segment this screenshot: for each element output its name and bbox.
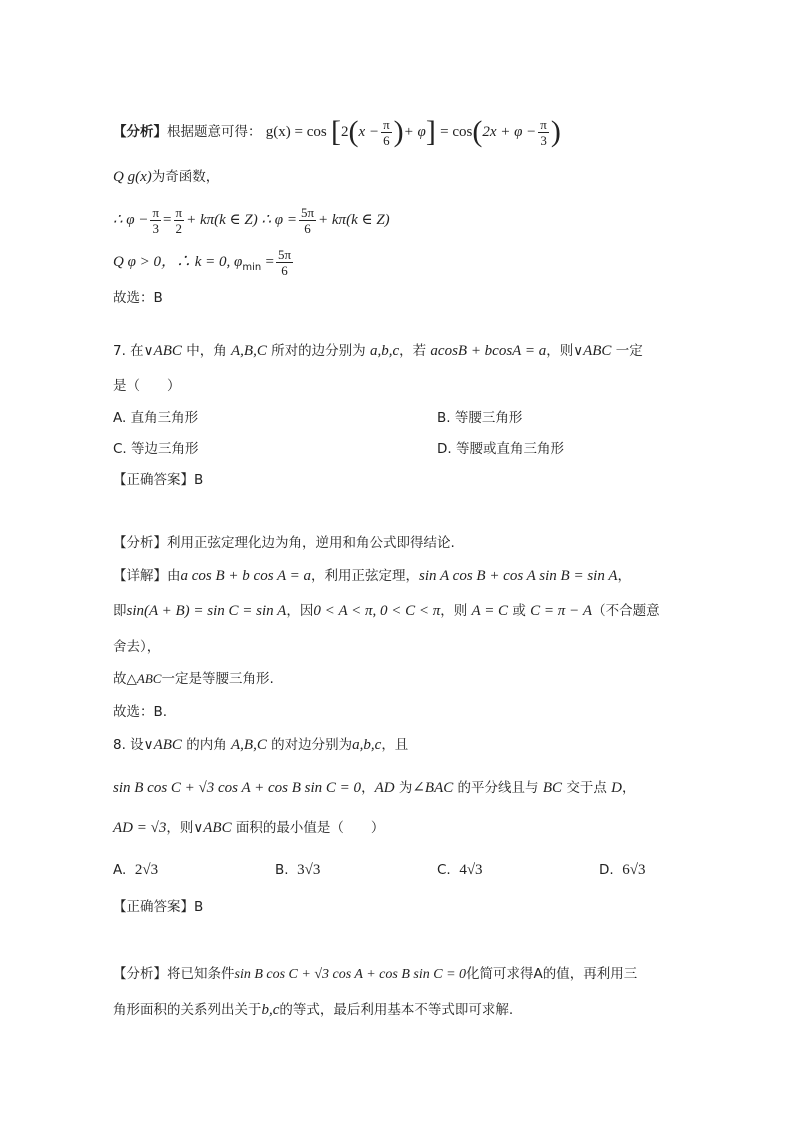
q7-condition: acosB + bcosA = a xyxy=(430,343,547,359)
q8-triangle: ABC xyxy=(203,820,232,836)
q7-detail-expr: a cos B + b cos A = a xyxy=(180,568,312,584)
q7-detail-expr: C = π − A xyxy=(530,603,593,619)
q8-text: ，且 xyxy=(381,737,409,753)
fraction-denominator: 3 xyxy=(540,132,547,148)
q7-detail-expr: sin A cos B + cos A sin B = sin A xyxy=(419,568,618,584)
formula-eq-cos: = cos xyxy=(440,124,473,140)
q8-option-b xyxy=(275,860,320,880)
q8-segment: BC xyxy=(542,780,563,796)
q8-analysis-text: 的等式，最后利用基本不等式即可求解. xyxy=(279,1002,514,1018)
fraction-denominator: 3 xyxy=(152,220,159,236)
q7-detail-line-3: 舍去）， xyxy=(113,639,161,655)
q8-option-d xyxy=(599,860,646,880)
option-label: A. xyxy=(113,862,127,878)
q8-answer: 【正确答案】B xyxy=(113,899,204,915)
q8-text: 的平分线且与 xyxy=(453,780,543,796)
q8-text: ， xyxy=(621,780,636,796)
q8-stem-line-2 xyxy=(113,778,635,798)
q8-text: 交于点 xyxy=(562,780,612,796)
left-paren: ( xyxy=(348,115,359,148)
option-label: C. xyxy=(437,862,451,878)
option-label: D. xyxy=(599,862,614,878)
q7-detail-expr: 0 < A < π, 0 < C < π xyxy=(313,603,441,619)
q7-detail-text: ，因 xyxy=(286,603,314,619)
right-paren: ) xyxy=(393,115,404,148)
q7-option-c: C. 等边三角形 xyxy=(113,441,199,457)
formula-rhs-expr: 2x + φ − xyxy=(482,124,537,140)
q8-text: ， xyxy=(361,780,375,796)
q8-text: 为 xyxy=(394,780,413,796)
q7-option-a: A. 直角三角形 xyxy=(113,410,199,426)
q8-analysis-vars: b,c xyxy=(261,1002,280,1018)
q8-segment: AD xyxy=(374,780,395,796)
fraction-denominator: 2 xyxy=(175,220,183,236)
q7-detail-line-4 xyxy=(113,669,274,689)
q8-text: 8. 设∨ xyxy=(113,737,154,753)
fraction-pi-3b xyxy=(150,205,161,236)
phi-tail-1: + kπ(k ∈ Z) ∴ φ = xyxy=(186,212,297,228)
q7-text: 中，角 xyxy=(181,343,231,359)
q7-text: ，则∨ xyxy=(546,343,584,359)
q7-detail-expr: sin(A + B) = sin C = sin A xyxy=(126,603,287,619)
q7-detail-text: 【详解】由 xyxy=(113,568,181,584)
analysis-formula-line xyxy=(113,112,561,152)
q7-analysis: 【分析】利用正弦定理化边为角，逆用和角公式即得结论. xyxy=(113,535,455,551)
phi-min-eq: = xyxy=(265,254,274,270)
option-value: 6√3 xyxy=(622,862,646,878)
q8-analysis-line-2 xyxy=(113,1000,513,1020)
q8-text: 面积的最小值是（ ） xyxy=(231,820,385,836)
q7-detail-text: ，利用正弦定理， xyxy=(311,568,420,584)
odd-function-prefix: Q g(x) xyxy=(113,169,152,185)
q8-stem-line-1 xyxy=(113,735,408,755)
option-value: 4√3 xyxy=(459,862,483,878)
left-bracket: [ xyxy=(331,115,342,148)
q7-option-d: D. 等腰或直角三角形 xyxy=(437,441,564,457)
q8-option-c xyxy=(437,860,483,880)
q7-detail-text: 或 xyxy=(508,603,531,619)
q8-sides: a,b,c xyxy=(352,737,382,753)
phi-min-sub: min xyxy=(242,262,262,273)
q7-stem-line-2: 是（ ） xyxy=(113,378,181,394)
odd-function-line xyxy=(113,167,219,187)
fraction-numerator: π xyxy=(175,204,183,220)
q7-angles: A,B,C xyxy=(231,343,267,359)
q8-condition: sin B cos C + √3 cos A + cos B sin C = 0 xyxy=(113,780,362,796)
q7-text: 7. 在∨ xyxy=(113,343,154,359)
fraction-5pi-6b xyxy=(276,247,293,278)
q8-analysis-text: 化简可求得A的值，再利用三 xyxy=(466,966,638,982)
fraction-denominator: 6 xyxy=(281,262,288,278)
formula-inner-x: x − xyxy=(358,124,380,140)
q8-analysis-text: 【分析】将已知条件 xyxy=(113,966,235,982)
fraction-denominator: 6 xyxy=(383,132,390,148)
q7-detail-text: ， xyxy=(617,568,631,584)
q7-detail-text: 一定是等腰三角形. xyxy=(161,671,274,687)
choice-line-1: 故选：B xyxy=(113,290,163,306)
q7-answer: 【正确答案】B xyxy=(113,472,204,488)
q7-detail-expr: A = C xyxy=(471,603,509,619)
phi-lhs: ∴ φ − xyxy=(113,212,149,228)
q7-triangle: ABC xyxy=(583,343,612,359)
fraction-numerator: π xyxy=(152,204,160,220)
analysis-lead: 根据题意可得： xyxy=(167,124,262,140)
q7-triangle: ABC xyxy=(153,343,182,359)
q7-stem-line-1 xyxy=(113,341,643,361)
fraction-numerator: π xyxy=(540,116,547,132)
q7-detail-text: 即 xyxy=(113,603,127,619)
phi-eq: = xyxy=(163,212,172,228)
q8-text: 的内角 xyxy=(181,737,231,753)
fraction-numerator: 5π xyxy=(300,204,315,220)
formula-plus-phi: + φ xyxy=(403,124,426,140)
right-bracket: ] xyxy=(425,115,436,148)
option-label: B. xyxy=(275,862,289,878)
q8-triangle: ABC xyxy=(153,737,182,753)
fraction-numerator: π xyxy=(383,116,390,132)
q8-option-a xyxy=(113,860,158,880)
formula-lhs: g(x) = cos xyxy=(265,124,327,140)
fraction-pi-3 xyxy=(538,117,549,148)
q8-point: D xyxy=(611,780,622,796)
phi-min-line xyxy=(113,244,295,280)
analysis-tag: 【分析】 xyxy=(113,124,167,140)
phi-min-lhs: Q φ > 0，∴ k = 0, φ xyxy=(113,254,243,270)
q8-analysis-line-1 xyxy=(113,964,637,985)
right-paren-2: ) xyxy=(550,115,561,148)
q8-text: 的对边分别为 xyxy=(266,737,353,753)
q8-analysis-text: 角形面积的关系列出关于 xyxy=(113,1002,262,1018)
q7-choice: 故选：B. xyxy=(113,704,168,720)
q7-detail-text: （不合题意 xyxy=(592,603,660,619)
q7-detail-text: 故△ xyxy=(113,671,137,687)
q7-text: ，若 xyxy=(399,343,431,359)
q7-detail-line-1 xyxy=(113,566,631,586)
option-value: 2√3 xyxy=(134,862,159,878)
phi-tail-2: + kπ(k ∈ Z) xyxy=(318,212,390,228)
fraction-pi-6 xyxy=(381,117,392,148)
q8-angle: ∠BAC xyxy=(412,780,454,796)
phi-derivation-line xyxy=(113,202,390,238)
q8-analysis-expr: sin B cos C + √3 cos A + cos B sin C = 0 xyxy=(234,967,467,982)
q8-text: ，则∨ xyxy=(166,820,204,836)
q7-sides: a,b,c xyxy=(369,343,400,359)
q7-option-b: B. 等腰三角形 xyxy=(437,410,523,426)
formula-inner-2: 2 xyxy=(341,124,349,140)
q8-angles: A,B,C xyxy=(231,737,267,753)
q7-text: 一定 xyxy=(611,343,643,359)
fraction-denominator: 6 xyxy=(304,220,311,236)
fraction-5pi-6 xyxy=(299,205,316,236)
q7-text: 所对的边分别为 xyxy=(266,343,370,359)
option-value: 3√3 xyxy=(297,862,321,878)
q7-triangle: ABC xyxy=(136,671,162,686)
q7-detail-text: ，则 xyxy=(440,603,472,619)
fraction-pi-2 xyxy=(174,205,185,236)
q8-stem-line-3 xyxy=(113,818,384,838)
odd-function-text: 为奇函数， xyxy=(151,169,220,185)
q8-ad-value: AD = √3 xyxy=(113,820,167,836)
q7-detail-line-2 xyxy=(113,601,660,621)
left-paren-2: ( xyxy=(472,115,483,148)
fraction-numerator: 5π xyxy=(277,246,292,262)
